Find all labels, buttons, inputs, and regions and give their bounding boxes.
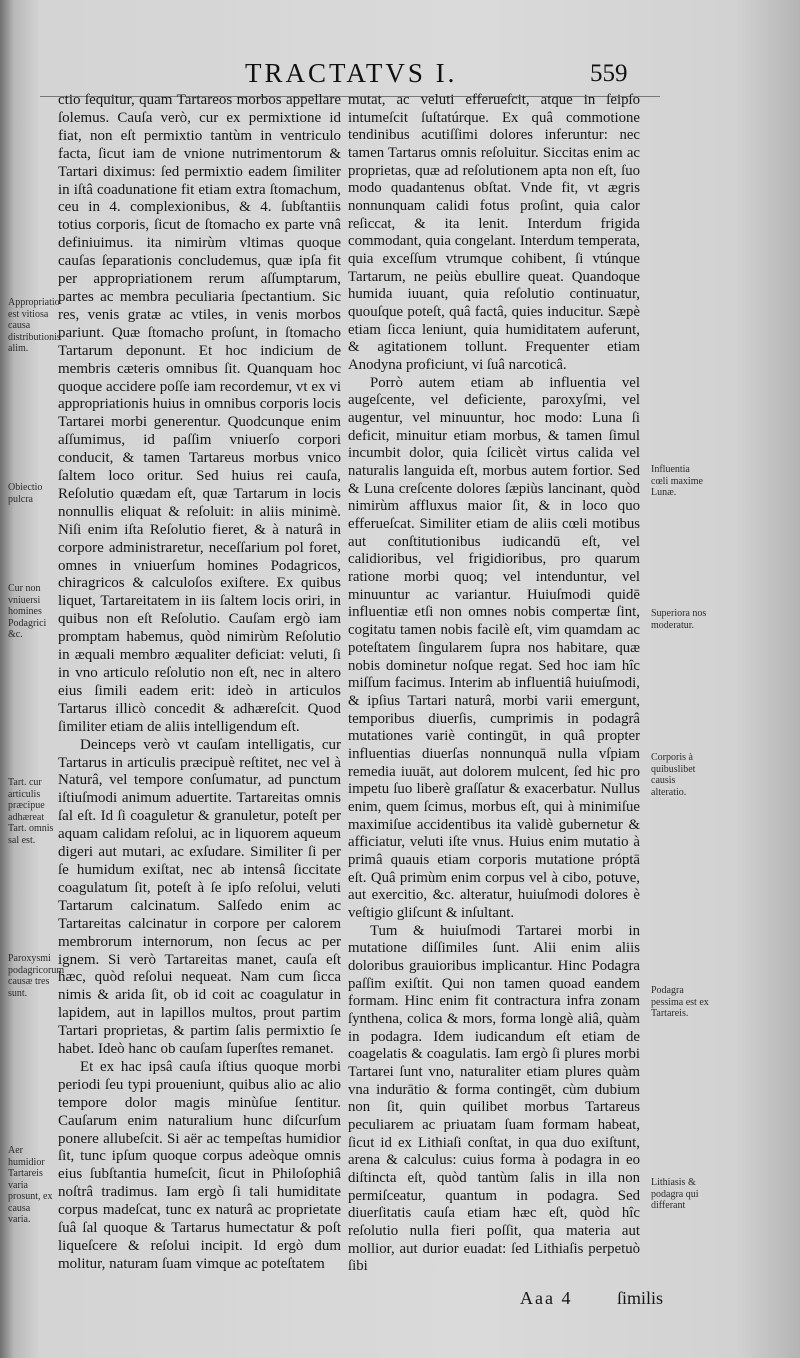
right-text-column <box>348 92 640 1276</box>
right-paragraph-3: Tum & huiuſmodi Tartarei morbi in mutatione diſſimiles ſunt. Alii enim aliis doloribus grauioribus implicantur. Hinc Podagra paſſim exiſtit. Qui non tamen quoad eandem formam. Hinc enim fit contractura infra zonam ſynthena, colica & mors, forma longè aliâ, quàm in podagra. Idem iudicandum eſt etiam de coagelatis & coagulatis. Iam ergò ſi plures morbi Tartarei ſunt vno, naturaliter etiam plures quàm vna indurātio & forma contingēt, cùm dubium non ſit, quin quilibet morbus Tartareus peculiarem ac priuatam ſuam formam habeat, ſicut id ex Lithiaſi conſtat, in qua duo exiſtunt, arena & calculus: cuius forma à podagra in eo diſtincta eſt, quòd tantùm ſalis in illa non permiſceatur, quantum in podagra. Sed diuerſitatis cauſa etiam hæc eſt, quòd hîc reſolutio nulla fieri poſſit, qua materia aut mollior, aut durior euadat: ſed Lithiaſis perpetuò ſibi <box>348 922 640 1275</box>
margin-note-appropriatio: Appropriatio est vitiosa causa distributionis alim. <box>8 297 61 354</box>
left-text-column <box>58 92 341 1274</box>
margin-note-obiectio: Obiectio pulcra <box>8 482 43 505</box>
running-title: TRACTATVS I. <box>245 58 458 88</box>
margin-note-tartarus-articulis: Tart. cur articulis præcipue adhæreat Tart. omnis sal est. <box>8 777 54 846</box>
page-footer <box>520 1288 663 1309</box>
margin-note-influentia: Influentia cœli maxime Lunæ. <box>651 464 703 498</box>
left-paragraph-3: Et ex hac ipsâ cauſa iſtius quoque morbi periodi ſeu typi proueniunt, quibus alio ac alio tempore dolor magis minùſue ſentitur. Cauſarum enim naturalium hunc diſcurſum ponere allubeſcit. Si aër ac tempeſtas humidior ſit, tunc ipſum quoque corpus adeòque omnis eius ſubſtantia humeſcit, ſicut in Philoſophiâ noſtrâ tradimus. Iam ergò ſi tali humiditate corpus madeſcat, tunc ex naturâ ac proprietate ſuâ ſal quoque & Tartarus humectatur & poſt liqueſcere & reſolui incipit. Id ergò dum molitur, naturam ſuam vimque ac poteſtatem <box>58 1058 341 1272</box>
signature-mark: Aaa 4 <box>520 1288 573 1308</box>
margin-note-podagra: Podagra pessima est ex Tartareis. <box>651 985 709 1019</box>
catchword: ſimilis <box>616 1288 663 1308</box>
page-number: 559 <box>590 60 628 87</box>
left-paragraph-2: Deinceps verò vt cauſam intelligatis, cur Tartarus in articulis præcipuè reſtitet, nec vel à Naturâ, vel tempore conſumatur, ad punctum iſtiuſmodi animum aduertite. Tartareitas omnis ſal eſt. Id ſi coaguletur & granuletur, poteſt per aquam calidam reſolui, ac in liquorem aqueum digeri aut mutari, ac exſudare. Similiter ſi per ſe humidum exiſtat, nec ab intensâ ſiccitate coagulatum ſit, poteſt à ſe ipſo reſolui, veluti Tartarum calcinatum. Salſedo enim ac Tartareitas calcinatur in corpore per calorem membrorum internorum, non ſecus ac per ignem. Si verò Tartareitas manet, cauſa eſt hæc, quòd reſolui nequeat. Nam cum ſicca nimis & arida ſit, ob id coit ac coagulatur in lapidem, aut in lapillos multos, prout partim Tartari proprietas, & partim ſalis permixtio ſe habet. Ideò hanc ob cauſam ſuperſtes remanet. <box>58 736 341 1058</box>
right-paragraph-2: Porrò autem etiam ab influentia vel augeſcente, vel deficiente, paroxyſmi, vel augentur, vel minuuntur, hoc modo: Luna ſi deficit, minuitur etiam morbus, & tamen ſimul incumbit dolor, quia ſcilicèt virtus calida vel naturalis languida eſt, morbus autem fortior. Sed & Luna creſcente dolores ſæpiùs lancinant, quòd nimirùm affluxus maior ſit, & in loco quo efferueſcat. Similiter etiam de aliis cœli motibus aut conſtitutionibus iudicandū eſt, vel calidioribus, vel frigidioribus, pro quarum ratione morbi quoq; vel intenduntur, vel minuuntur ac variantur. Huiuſmodi quidē influentiæ etſi non omnes nobis compertæ ſint, cogitatu tamen nobis facilè eſt, vim quamdam ac poteſtatem ſingularem ſupra nos habitare, quæ nobis dominetur noſque regat. Sed hoc iam hîc miſſum facimus. Interim ab influentiâ huiuſmodi, & ipſius Tartari naturâ, morbi varii emergunt, temporibus diuerſis, cumprimis in podagrâ mutationes variè contingūt, in quâ propter influentias diuerſas nonnunquā nulla vſpiam remedia iuuāt, aut dolorem mulcent, ſed hic pro impetu ſuo liberè graſſatur & exacerbatur. Nullus enim, quem ſcimus, morbus eſt, qui à minimiſue maximiſue accidentibus ita validè gubernetur & afficiatur, veluti iſte vnus. Huius enim mutatio à primâ quauis etiam corporis mutatione próptā eſt. Quâ primùm enim corpus vel à cibo, potuve, aut exercitio, &c. alteratur, huiuſmodi dolores è veſtigio gliſcunt & inſultant. <box>348 374 640 921</box>
margin-note-corporis: Corporis à quibuslibet causis alteratio. <box>651 752 696 798</box>
left-paragraph-1: ctio ſequitur, quam Tartareos morbos appellare ſolemus. Cauſa verò, cur ex permixtione id fiat, non eſt permixtio tantùm in ventriculo facta, ſicut iam de vnione nutrimentorum & Tartari diximus: ſed permixtio eadem ſimiliter in iſtâ coadunatione fit etiam extra ſtomachum, ceu in 4. complexionibus, & 4. ſubſtantiis totius corporis, ſicut de ſtomacho ex parte vnâ definiuimus. ita nimirùm vltimas quoque cauſas ſeparationis concludemus, quæ ipſa fit per appropriationem rerum aſſumptarum, partes ac membra peculiaria ſpectantium. Sic res, venis gratæ ac vtiles, in venis morbos pariunt. Quæ ſtomacho proſunt, in ſtomacho Tartarum deponunt. Et hoc indicium de membris cæteris omnibus ſit. Quanquam hoc quoque accidere poſſe iam recordemur, vt ex vi appropriationis huius in omnibus corporis locis Tartarei morbi generentur. Quodcunque enim aſſumimus, id paſſim vniuerſo corpori conducit, & tamen Tartareus morbus vnico ſaltem loco oritur. Sed huius rei cauſa, Reſolutio quædam eſt, quæ Tartarum in locis nonnullis eliquat & reſoluit: in aliis minimè. Niſi enim iſta Reſolutio fieret, & à naturâ in corpore administraretur, neceſſarium pol foret, omnes in vniuerſum homines Podagricos, chiragricos & calculoſos exiſtere. Ex quibus liquet, Tartareitatem in iis ſaltem locis oriri, in quibus non eſt Reſolutio. Cauſam ergò iam promptam habemus, quòd nimirùm Reſolutio in æquali membro æqualiter deficiat: veluti, ſi in vno articulo reſolutio non eſt, nec in altero eius ſimili eadem erit: ideò in articulos Tartarus illicò concedit & adhæreſcit. Quod ſimiliter etiam de aliis intelligendum eſt. <box>58 92 341 735</box>
margin-note-paroxysmi: Paroxysmi podagricorum causæ tres sunt. <box>8 953 65 999</box>
margin-note-aer-humidior: Aer humidior Tartareis varia prosunt, ex causa varia. <box>8 1145 53 1225</box>
right-paragraph-1: mutat, ac veluti efferueſcit, atque in ſeipſo intumeſcit ſuſtatúrque. Ex quâ commotione tendinibus acutiſſimi dolores inferuntur: nec tamen Tartarus omnis reſoluitur. Siccitas enim ac proprietas, quæ ad reſolutionem apta non eſt, ſuo modo quadantenus obſtat. Vnde fit, vt ægris nonnunquam calidi fotus proſint, quia calor reſiccat, & ita lenit. Interdum frigida commodant, quia congelant. Interdum temperata, quia exceſſum vtrumque cohibent, ſi vtúnque Tartarum, ne peiùs ebullire queat. Quandoque humida iuuant, quia reſolutio continuatur, quouſque poteſt, quâ factâ, quies inducitur. Sæpè etiam ſicca leniunt, quia humiditatem auferunt, & agitationem tollunt. Frequenter etiam Anodyna proficiunt, vi ſuâ narcoticâ. <box>348 92 640 374</box>
margin-note-cur-non: Cur non vniuersi homines Podagrici &c. <box>8 583 47 640</box>
margin-note-superiora: Superiora nos moderatur. <box>651 608 707 631</box>
margin-note-lithiasis: Lithiasis & podagra qui differant <box>651 1177 699 1211</box>
